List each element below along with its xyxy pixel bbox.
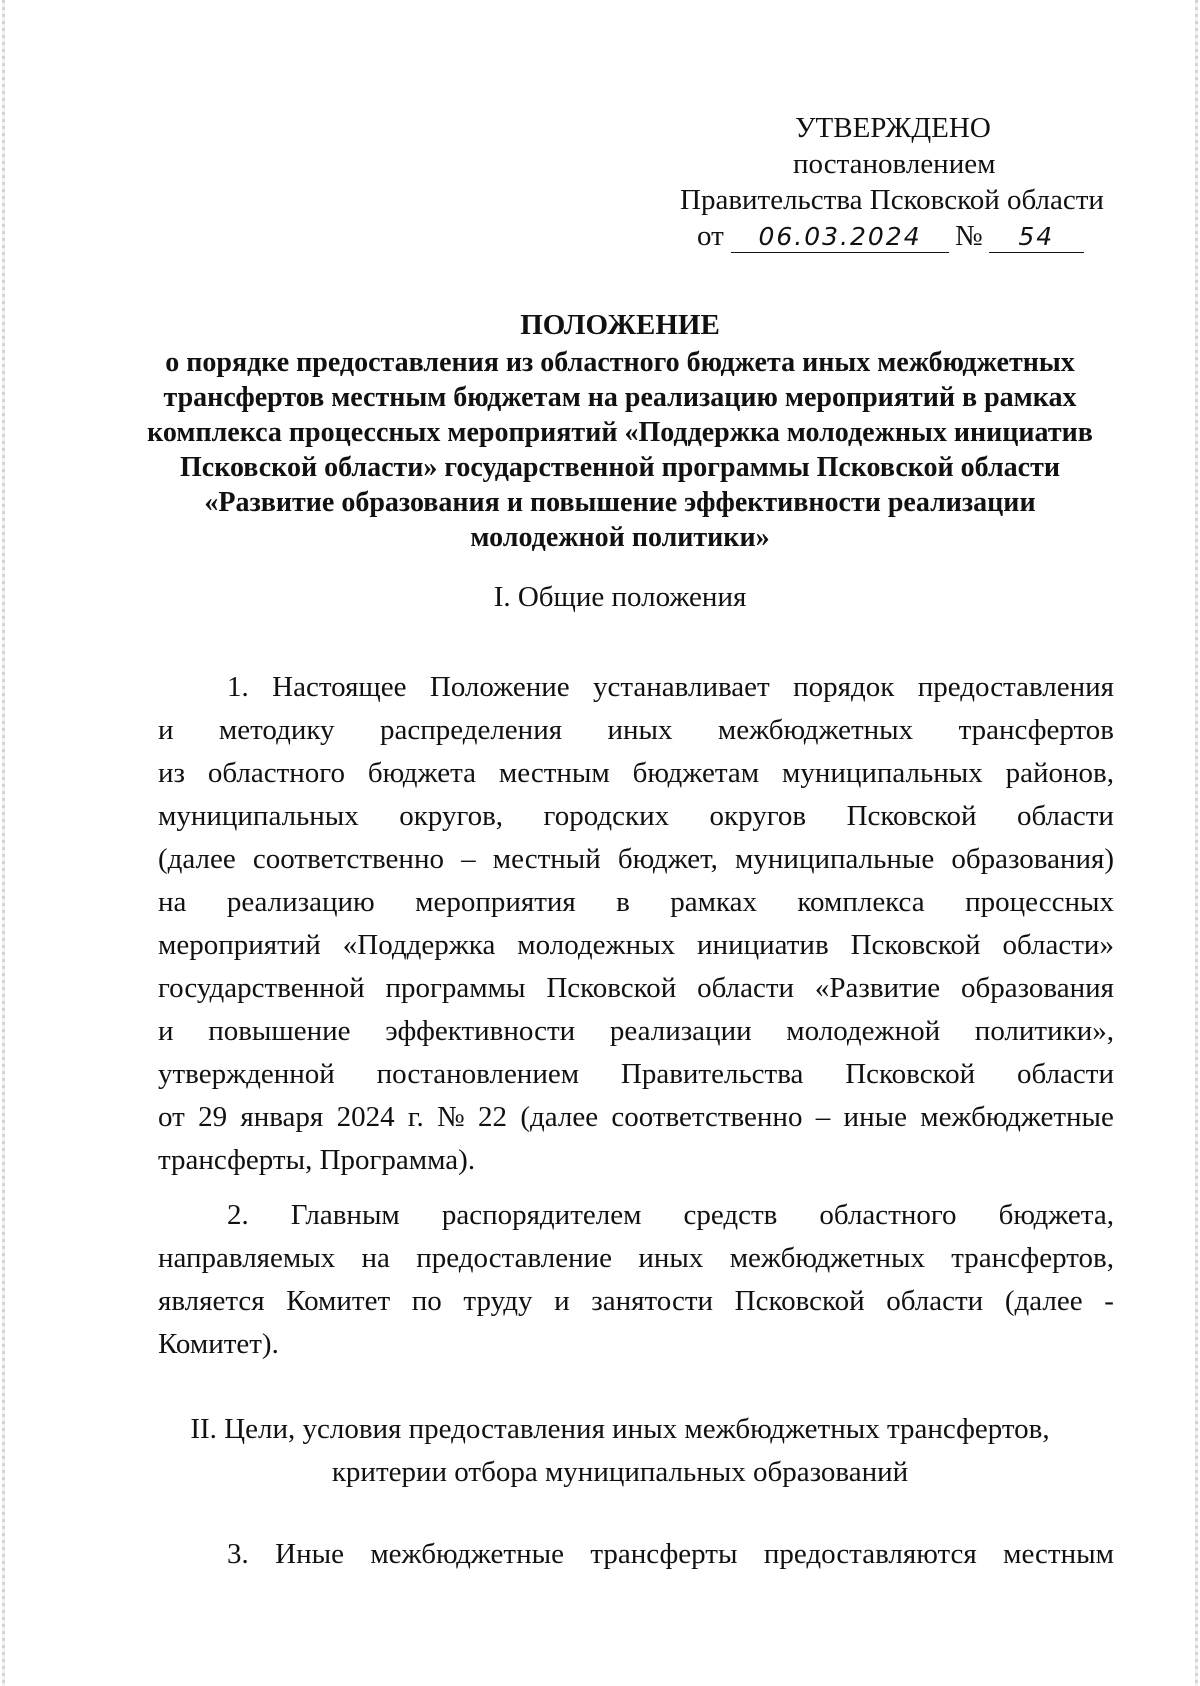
word: Правительства (620, 1058, 804, 1090)
document-title-line: о порядке предоставления из областного бюджета иных межбюджетных (165, 347, 1075, 378)
word: января (240, 1101, 324, 1133)
scan-edge-left (2, 0, 5, 1686)
approval-decree: постановлением (793, 148, 996, 180)
approval-title: УТВЕРЖДЕНО (795, 112, 991, 144)
word: образования) (951, 843, 1114, 875)
word: области (1017, 800, 1114, 832)
word: распределения (379, 714, 563, 746)
paragraph-line (158, 1010, 1114, 1053)
word: реализацию (226, 886, 375, 918)
paragraph-line (158, 924, 1114, 967)
word: бюджетам (632, 757, 760, 789)
word: местным (1003, 1538, 1114, 1570)
word: труду (463, 1285, 533, 1317)
word: Псковской (546, 972, 677, 1004)
section-heading-line: II. Цели, условия предоставления иных межбюджетных трансфертов, (190, 1413, 1050, 1445)
word: порядок (793, 671, 895, 703)
word: государственной (158, 972, 365, 1004)
word: Главным (290, 1199, 400, 1231)
word: по (411, 1285, 442, 1317)
document-title-line: трансфертов местным бюджетам на реализацию мероприятий в рамках (163, 382, 1077, 413)
word: иных (607, 714, 673, 746)
paragraph-line (158, 1533, 1114, 1576)
paragraph-line (158, 1053, 1114, 1096)
word: (далее (158, 843, 236, 875)
word: повышение (208, 1015, 351, 1047)
word: г. (407, 1101, 424, 1133)
word: эффективности (385, 1015, 576, 1047)
word: реализации (609, 1015, 752, 1047)
word: постановлением (376, 1058, 580, 1090)
word: на (361, 1242, 390, 1274)
word: 2. (227, 1199, 249, 1231)
paragraph-1 (158, 666, 1114, 1182)
word: является (158, 1285, 265, 1317)
scan-edge-right (1195, 0, 1198, 1686)
word: молодежных (517, 929, 676, 961)
paragraph-3 (158, 1533, 1114, 1576)
word: муниципальных (781, 757, 983, 789)
document-title-line: Псковской области» государственной программы Псковской области (180, 452, 1060, 483)
word: средств (683, 1199, 778, 1231)
word: области» (1002, 929, 1114, 961)
word: рамках (670, 886, 757, 918)
word: распорядителем (441, 1199, 642, 1231)
document-title-line: «Развитие образования и повышение эффективности реализации (204, 487, 1036, 518)
word: молодежной (786, 1015, 941, 1047)
paragraph-line (158, 666, 1114, 709)
word: методику (218, 714, 335, 746)
section-1-heading (140, 576, 1100, 619)
word: межбюджетных (717, 714, 914, 746)
word: Псковской (845, 1058, 976, 1090)
approval-number-sign: № (955, 220, 983, 252)
word: и (158, 714, 174, 746)
word: предоставления (917, 671, 1114, 703)
handwritten-number: 54 (989, 222, 1084, 253)
word: бюджет, (617, 843, 718, 875)
word: соответственно (611, 1101, 803, 1133)
document-title-main: ПОЛОЖЕНИЕ (520, 309, 720, 341)
paragraph-line (158, 838, 1114, 881)
paragraph-line (158, 795, 1114, 838)
paragraph-line (158, 881, 1114, 924)
word: трансфертов (958, 714, 1114, 746)
word: 29 (198, 1101, 228, 1133)
word: от (158, 1101, 185, 1133)
word: иные (843, 1101, 907, 1133)
word: городских (543, 800, 670, 832)
word: из (158, 757, 185, 789)
word: области (886, 1285, 984, 1317)
approval-government: Правительства Псковской области (680, 184, 1104, 216)
word: Комитет (286, 1285, 391, 1317)
word: комплекса (797, 886, 925, 918)
word: 22 (478, 1101, 508, 1133)
word: трансферты (590, 1538, 738, 1570)
word: трансфертов, (951, 1242, 1114, 1274)
paragraph-2 (158, 1194, 1114, 1366)
word: (далее (520, 1101, 599, 1133)
word: Псковской (850, 929, 981, 961)
word: Псковской (846, 800, 977, 832)
word: межбюджетные (370, 1538, 564, 1570)
paragraph-line (158, 1237, 1114, 1280)
approval-block (680, 110, 1104, 254)
word: образования (960, 972, 1114, 1004)
word: межбюджетных (729, 1242, 925, 1274)
word: программы (385, 972, 526, 1004)
word: (далее (1004, 1285, 1083, 1317)
paragraph-line (158, 1280, 1114, 1323)
word: «Развитие (814, 972, 941, 1004)
word: местный (492, 843, 601, 875)
document-title (140, 308, 1100, 555)
word: 3. (227, 1538, 249, 1570)
word: утвержденной (158, 1058, 335, 1090)
word: бюджета (367, 757, 476, 789)
paragraph-line (158, 967, 1114, 1010)
word: предоставление (416, 1242, 613, 1274)
word: Иные (275, 1538, 344, 1570)
word: - (1104, 1285, 1114, 1317)
word: устанавливает (593, 671, 770, 703)
word: процессных (965, 886, 1114, 918)
word: областного (819, 1199, 957, 1231)
word: округов (709, 800, 807, 832)
word: – (461, 843, 476, 875)
word: иных (638, 1242, 704, 1274)
word: предоставляются (763, 1538, 977, 1570)
word: соответственно (252, 843, 444, 875)
word: направляемых (158, 1242, 336, 1274)
section-heading-text: I. Общие положения (493, 581, 747, 613)
approval-date-line (680, 218, 1100, 254)
handwritten-date: 06.03.2024 (731, 222, 949, 253)
paragraph-line: Комитет). (158, 1328, 279, 1360)
word: бюджета, (998, 1199, 1114, 1231)
word: Настоящее (272, 671, 407, 703)
word: – (815, 1101, 831, 1133)
section-heading-line: критерии отбора муниципальных образований (331, 1456, 909, 1488)
word: 2024 (336, 1101, 395, 1133)
word: мероприятия (415, 886, 576, 918)
paragraph-line: трансферты, Программа). (158, 1144, 476, 1176)
section-2-heading (140, 1408, 1100, 1494)
word: политики», (974, 1015, 1114, 1047)
word: муниципальные (735, 843, 935, 875)
document-title-line: молодежной политики» (470, 522, 770, 553)
word: области (697, 972, 795, 1004)
word: мероприятий (158, 929, 321, 961)
word: и (554, 1285, 570, 1317)
word: № (437, 1101, 465, 1133)
word: в (616, 886, 630, 918)
paragraph-line (158, 752, 1114, 795)
word: занятости (591, 1285, 714, 1317)
word: районов, (1005, 757, 1114, 789)
word: инициатив (697, 929, 829, 961)
word: 1. (227, 671, 249, 703)
word: областного (207, 757, 345, 789)
word: местным (498, 757, 610, 789)
word: Псковской (734, 1285, 865, 1317)
word: муниципальных (158, 800, 359, 832)
word: на (158, 886, 187, 918)
word: округов, (399, 800, 504, 832)
paragraph-line (158, 709, 1114, 752)
word: межбюджетные (920, 1101, 1114, 1133)
paragraph-line (158, 1096, 1114, 1139)
paragraph-line (158, 1194, 1114, 1237)
word: Положение (429, 671, 570, 703)
word: области (1017, 1058, 1114, 1090)
approval-from-label: от (697, 220, 724, 252)
word: и (158, 1015, 174, 1047)
document-title-line: комплекса процессных мероприятий «Поддержка молодежных инициатив (147, 417, 1093, 448)
word: «Поддержка (342, 929, 496, 961)
